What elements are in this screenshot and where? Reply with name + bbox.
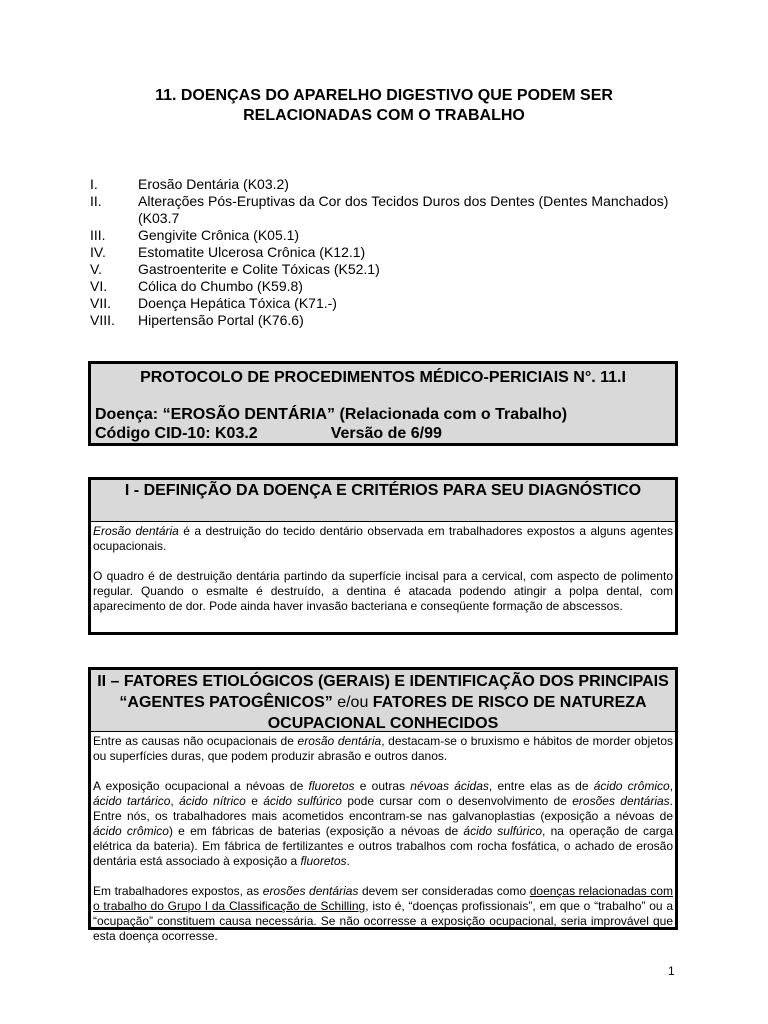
heading-normal-fragment: e/ou	[337, 694, 369, 711]
italic-term: erosão dentária	[297, 734, 382, 748]
paragraph-text: Entre as causas não ocupacionais de	[93, 734, 298, 748]
document-title	[90, 86, 678, 126]
italic-term: ácido tartárico	[93, 794, 171, 808]
italic-term: ácido sulfúrico	[263, 794, 342, 808]
paragraph-text: e outras	[354, 779, 411, 793]
list-item-number: III.	[90, 227, 106, 243]
paragraph-text: devem ser consideradas como	[358, 884, 530, 898]
list-item-text: Erosão Dentária (K03.2)	[138, 176, 289, 192]
protocol-title: PROTOCOLO DE PROCEDIMENTOS MÉDICO-PERICIAIS N°. 11.I	[140, 369, 626, 386]
protocol-disease-name: “EROSÃO DENTÁRIA”	[162, 406, 336, 423]
list-item-text: Gengivite Crônica (K05.1)	[138, 227, 300, 243]
list-item-number: II.	[90, 193, 102, 209]
protocol-code-line	[95, 424, 671, 443]
italic-term: erosões dentárias	[572, 794, 670, 808]
protocol-box	[88, 361, 678, 446]
protocol-version: Versão de 6/99	[330, 425, 442, 442]
list-item	[90, 227, 680, 244]
list-item-text: Doença Hepática Tóxica (K71.-)	[138, 295, 337, 311]
list-item-text: Alterações Pós-Eruptivas da Cor dos Tecidos Duros dos Dentes (Dentes Manchados) (K03.7	[138, 193, 669, 226]
paragraph-text: ,	[170, 794, 180, 808]
section-definition-heading: I - DEFINIÇÃO DA DOENÇA E CRITÉRIOS PARA SEU DIAGNÓSTICO	[91, 480, 675, 522]
list-item-text: Estomatite Ulcerosa Crônica (K12.1)	[138, 244, 366, 260]
section-definition	[88, 477, 678, 635]
italic-term: ácido crômico	[93, 824, 169, 838]
list-item-number: VIII.	[90, 312, 115, 328]
list-item-number: VI.	[90, 278, 108, 294]
paragraph	[93, 524, 673, 554]
list-item-text: Gastroenterite e Colite Tóxicas (K52.1)	[138, 261, 380, 277]
paragraph	[93, 779, 673, 869]
list-item	[90, 244, 680, 261]
paragraph-text: é a destruição do tecido dentário observada em trabalhadores expostos a alguns agentes ocupacionais.	[93, 524, 673, 553]
paragraph-text: . Entre nós, os trabalhadores mais acometidos encontram-se nas galvanoplastias (exposição a névoas de	[93, 794, 674, 823]
list-item-number: VII.	[90, 295, 112, 311]
italic-term: ácido sulfúrico	[463, 824, 542, 838]
italic-term: ácido crômico	[593, 779, 670, 793]
list-item	[90, 278, 680, 295]
list-item	[90, 176, 680, 193]
paragraph-text: .	[346, 854, 350, 868]
paragraph-text: ) e em fábricas de baterias (exposição a névoas de	[168, 824, 464, 838]
underlined-term: doenças relacionadas com o trabalho do Grupo I da Classificação de Schilling	[93, 884, 673, 913]
document-title-line-2: RELACIONADAS COM O TRABALHO	[243, 107, 525, 124]
list-item-text: Cólica do Chumbo (K59.8)	[138, 278, 303, 294]
list-item-number: I.	[90, 176, 98, 192]
italic-term: erosões dentárias	[262, 884, 359, 898]
list-item-text: Hipertensão Portal (K76.6)	[138, 312, 304, 328]
italic-term: fluoretos	[308, 779, 355, 793]
document-title-line-1: 11. DOENÇAS DO APARELHO DIGESTIVO QUE PODEM SER	[155, 87, 613, 104]
italic-term: fluoretos	[300, 854, 347, 868]
protocol-disease-label: Doença:	[95, 406, 159, 423]
list-item-number: V.	[90, 261, 102, 277]
paragraph-text: , isto é, “doenças profissionais”, em que o “trabalho” ou a “ocupação” constituem causa necessária. Se não ocorresse a exposição ocupacional, seria improvável que esta doença ocorresse.	[93, 899, 673, 943]
paragraph-text: e	[245, 794, 264, 808]
list-item	[90, 312, 680, 329]
paragraph	[93, 884, 673, 944]
protocol-disease-note: (Relacionada com o Trabalho)	[339, 406, 568, 423]
section-etiology-body	[91, 732, 675, 944]
protocol-disease-line	[95, 405, 671, 424]
paragraph-text: , na operação de carga elétrica da bateria). Em fábrica de fertilizantes e outros trabalhos com rocha fosfática, o achado de erosão dentária está associado à exposição a	[93, 824, 674, 868]
list-item	[90, 261, 680, 278]
paragraph	[93, 734, 673, 764]
section-definition-body	[91, 522, 675, 614]
paragraph-text: , destacam-se o bruxismo e hábitos de morder objetos ou superfícies duras, que podem produzir abrasão e outros danos.	[93, 734, 673, 763]
paragraph-text: pode cursar com o desenvolvimento de	[341, 794, 573, 808]
italic-term: ácido nítrico	[179, 794, 246, 808]
list-item-number: IV.	[90, 244, 106, 260]
list-item	[90, 193, 680, 227]
protocol-cid-code: Código CID-10: K03.2	[95, 425, 258, 442]
paragraph: O quadro é de destruição dentária partindo da superfície incisal para a cervical, com aspecto de polimento regular. Quando o esmalte é destruído, a dentina é atacada podendo atingir a polpa dental, com aparecimento de dor. Pode ainda haver invasão bacteriana e conseqüente formação de abscessos.	[93, 569, 673, 613]
disease-list	[90, 176, 680, 329]
paragraph-text: , entre elas as de	[488, 779, 594, 793]
paragraph-text: ,	[669, 779, 674, 793]
italic-term: névoas ácidas	[410, 779, 489, 793]
page-number: 1	[668, 964, 675, 978]
paragraph-text: Em trabalhadores expostos, as	[93, 884, 263, 898]
section-etiology	[88, 667, 678, 943]
section-etiology-heading: II – FATORES ETIOLÓGICOS (GERAIS) E IDENTIFICAÇÃO DOS PRINCIPAIS “AGENTES PATOGÊNICOS” e/ou FATORES DE RISCO DE NATUREZA OCUPACIONAL CONHECIDOS	[91, 670, 675, 732]
italic-term: Erosão dentária	[93, 524, 179, 538]
list-item	[90, 295, 680, 312]
paragraph-text: A exposição ocupacional a névoas de	[93, 779, 309, 793]
